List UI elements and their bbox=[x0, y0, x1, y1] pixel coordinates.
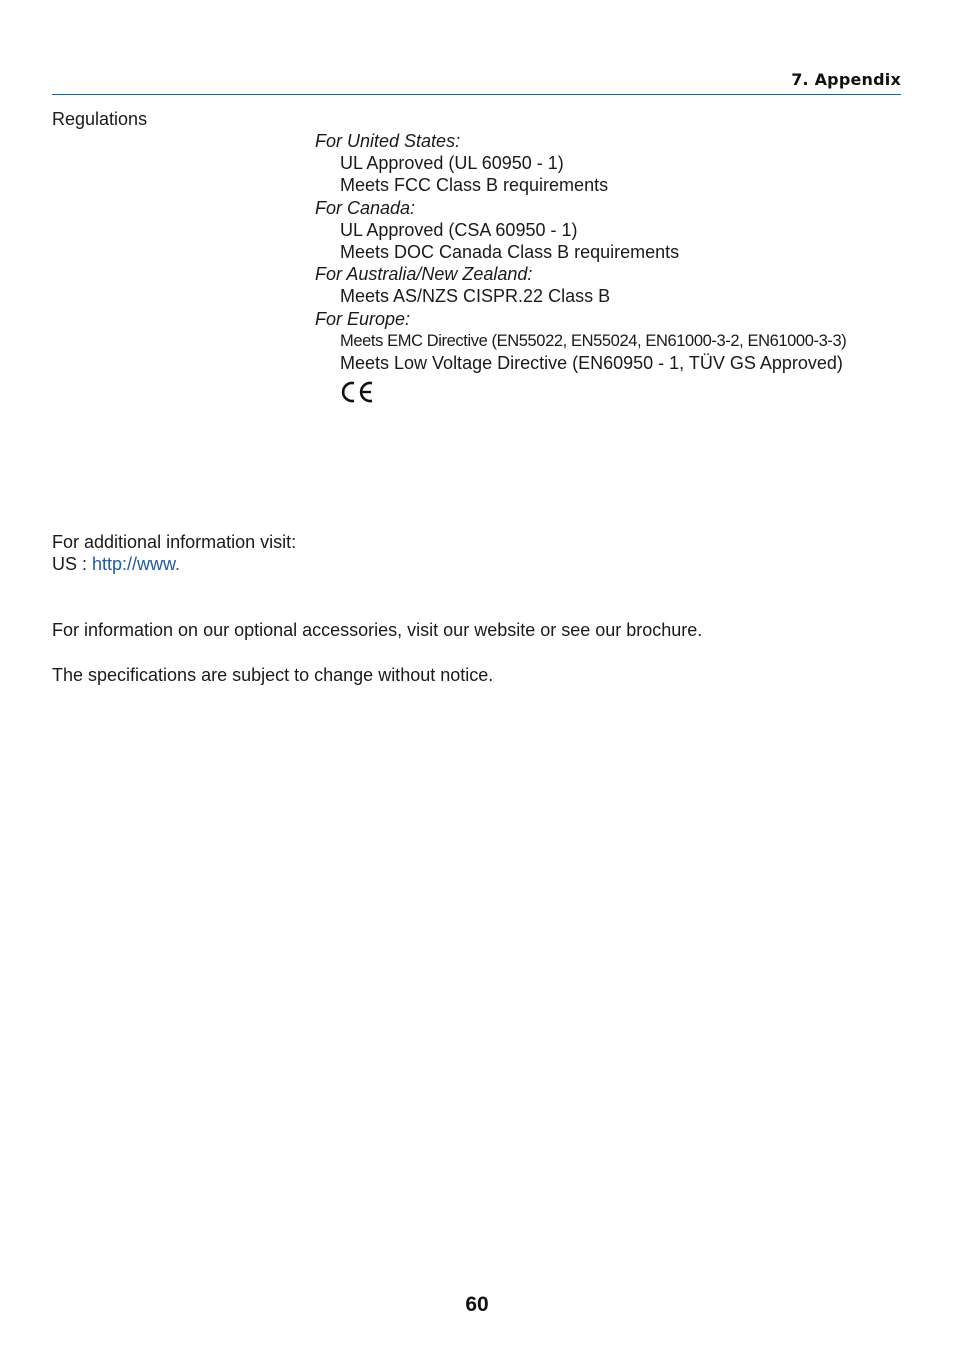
header-divider bbox=[52, 94, 901, 95]
region-heading-australia-nz: For Australia/New Zealand: bbox=[315, 264, 533, 285]
page-header-title: 7. Appendix bbox=[791, 70, 901, 89]
us-fcc-class: Meets FCC Class B requirements bbox=[340, 175, 609, 196]
australia-cispr-class: Meets AS/NZS CISPR.22 Class B bbox=[340, 286, 611, 307]
regulations-block bbox=[315, 130, 846, 404]
ce-mark-icon bbox=[341, 380, 375, 404]
additional-info-block bbox=[52, 531, 296, 575]
canada-doc-class: Meets DOC Canada Class B requirements bbox=[340, 242, 680, 263]
specifications-notice: The specifications are subject to change without notice. bbox=[52, 665, 494, 685]
regulations-label: Regulations bbox=[52, 109, 148, 129]
accessories-text: For information on our optional accessories, visit our website or see our brochure. bbox=[52, 620, 703, 640]
us-ul-approval: UL Approved (UL 60950 - 1) bbox=[340, 153, 564, 174]
additional-info-intro: For additional information visit: bbox=[52, 532, 297, 552]
region-heading-canada: For Canada: bbox=[315, 197, 416, 218]
europe-low-voltage-directive: Meets Low Voltage Directive (EN60950 - 1, TÜV GS Approved) bbox=[340, 353, 843, 374]
us-prefix: US : bbox=[52, 554, 93, 574]
region-heading-united-states: For United States: bbox=[315, 131, 461, 151]
region-heading-europe: For Europe: bbox=[315, 308, 411, 329]
us-website-link[interactable]: http://www. bbox=[92, 554, 181, 574]
europe-emc-directive: Meets EMC Directive (EN55022, EN55024, EN61000-3-2, EN61000-3-3) bbox=[340, 331, 847, 350]
us-website-line bbox=[52, 553, 296, 575]
page-number: 60 bbox=[465, 1293, 489, 1316]
canada-ul-approval: UL Approved (CSA 60950 - 1) bbox=[340, 219, 578, 240]
